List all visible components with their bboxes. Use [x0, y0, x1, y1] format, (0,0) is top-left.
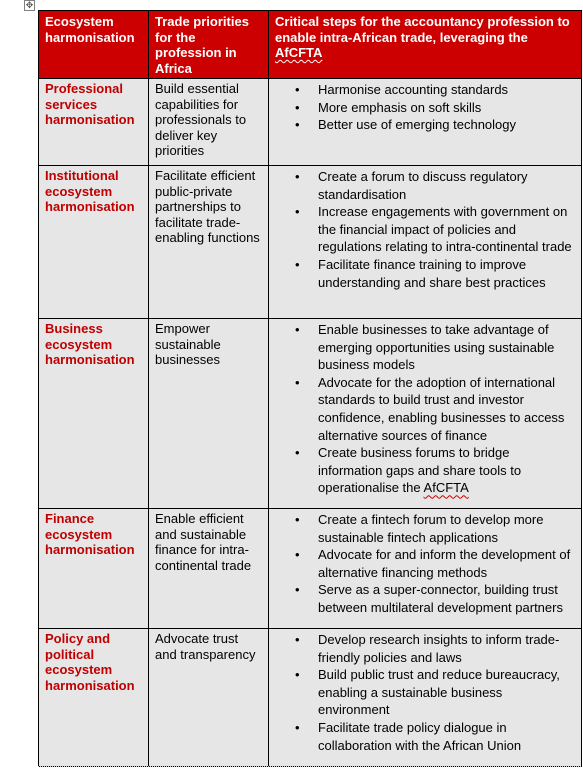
table-row — [39, 629, 582, 767]
afcfta-term: AfCFTA — [423, 480, 469, 496]
steps-cell — [269, 79, 582, 166]
category-cell: Finance ecosystem harmonisation — [39, 509, 149, 629]
steps-list — [275, 511, 576, 617]
table-row — [39, 166, 582, 319]
header-critical-steps-text: Critical steps for the accountancy profession to enable intra-African trade, leveraging the — [275, 14, 570, 45]
priority-cell: Build essential capabilities for professionals to deliver key priorities — [149, 79, 269, 166]
list-item: • Facilitate trade policy dialogue in collaboration with the African Union — [318, 719, 576, 754]
list-item: • Enable businesses to take advantage of emerging opportunities using sustainable business models — [318, 321, 576, 374]
priority-cell: Facilitate efficient public-private partnerships to facilitate trade-enabling functions — [149, 166, 269, 319]
steps-list — [275, 631, 576, 754]
list-item: • Harmonise accounting standards — [318, 81, 576, 99]
steps-cell — [269, 166, 582, 319]
steps-cell — [269, 629, 582, 767]
header-afcfta-term: AfCFTA — [275, 45, 323, 60]
category-cell: Professional services harmonisation — [39, 79, 149, 166]
steps-list — [275, 168, 576, 291]
list-item: • Serve as a super-connector, building trust between multilateral development partners — [318, 581, 576, 616]
priority-cell: Enable efficient and sustainable finance for intra-continental trade — [149, 509, 269, 629]
list-item: • Build public trust and reduce bureaucracy, enabling a sustainable business environment — [318, 666, 576, 719]
list-item: • Create a forum to discuss regulatory standardisation — [318, 168, 576, 203]
table-header-row — [39, 11, 582, 79]
category-cell: Institutional ecosystem harmonisation — [39, 166, 149, 319]
header-trade-priorities: Trade priorities for the profession in Africa — [149, 11, 269, 79]
table-move-handle-icon[interactable]: ✥ — [25, 0, 34, 10]
list-item: • Increase engagements with government on the financial impact of policies and regulations relating to intra-continental trade — [318, 203, 576, 256]
header-ecosystem-harmonisation: Ecosystem harmonisation — [39, 11, 149, 79]
list-item — [318, 444, 576, 497]
priority-cell: Empower sustainable businesses — [149, 319, 269, 509]
list-item-text: Create business forums to bridge information gaps and share tools to operationalise the — [318, 445, 522, 496]
table-row — [39, 79, 582, 166]
list-item: • Create a fintech forum to develop more sustainable fintech applications — [318, 511, 576, 546]
table-row — [39, 509, 582, 629]
table-row — [39, 319, 582, 509]
header-critical-steps — [269, 11, 582, 79]
list-item: • Advocate for the adoption of international standards to build trust and investor confidence, enabling businesses to access alternative sources of finance — [318, 374, 576, 444]
list-item: • Advocate for and inform the development of alternative financing methods — [318, 546, 576, 581]
steps-list — [275, 321, 576, 497]
list-item: • More emphasis on soft skills — [318, 99, 576, 117]
category-cell: Policy and political ecosystem harmonisation — [39, 629, 149, 767]
list-item: • Better use of emerging technology — [318, 116, 576, 134]
steps-list — [275, 81, 576, 134]
steps-cell — [269, 319, 582, 509]
list-item: • Develop research insights to inform trade-friendly policies and laws — [318, 631, 576, 666]
harmonisation-table — [38, 10, 582, 767]
page-boundary-line — [38, 766, 581, 767]
priority-cell: Advocate trust and transparency — [149, 629, 269, 767]
category-cell: Business ecosystem harmonisation — [39, 319, 149, 509]
list-item: • Facilitate finance training to improve understanding and share best practices — [318, 256, 576, 291]
steps-cell — [269, 509, 582, 629]
